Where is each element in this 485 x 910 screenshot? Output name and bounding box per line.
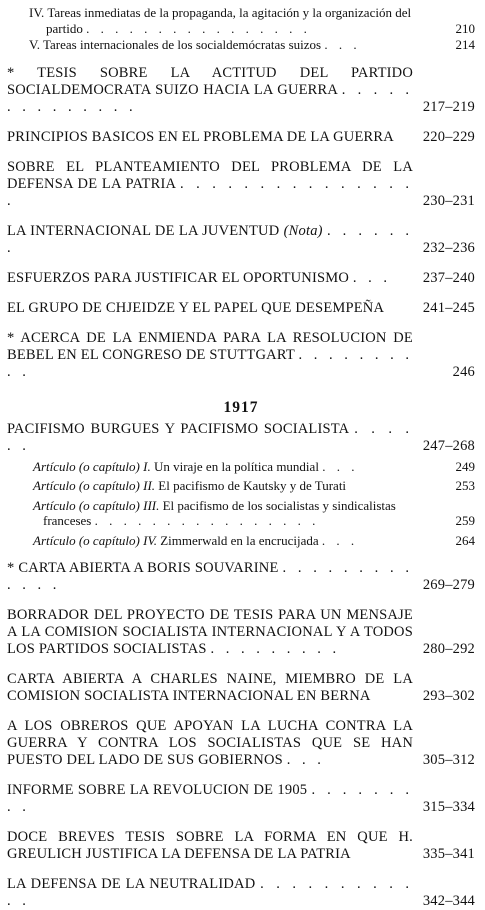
page-range: 246 — [452, 363, 475, 380]
toc-entry[interactable] — [7, 560, 475, 594]
toc-subentry[interactable] — [7, 478, 475, 494]
entry-title: CARTA ABIERTA A CHARLES NAINE, MIEMBRO DE LA COMISION SOCIALISTA INTERNACIONAL EN BERNA — [7, 671, 413, 704]
entry-title: PACIFISMO BURGUES Y PACIFISMO SOCIALISTA — [7, 420, 349, 437]
article-label: Artículo (o capítulo) II. — [33, 478, 156, 493]
page-number: 253 — [455, 478, 475, 493]
entry-title: * CARTA ABIERTA A BORIS SOUVARINE — [7, 560, 279, 576]
page-number: 259 — [455, 513, 475, 528]
dot-leader: . . . — [322, 458, 359, 474]
entry-title: * ACERCA DE LA ENMIENDA PARA LA RESOLUCION DE BEBEL EN EL CONGRESO DE STUTTGART — [7, 329, 413, 363]
toc-entry[interactable] — [7, 829, 475, 863]
toc-entry[interactable] — [7, 300, 475, 317]
dot-leader: . . . . . . . . . — [210, 641, 341, 657]
entry-title: SOBRE EL PLANTEAMIENTO DEL PROBLEMA DE LA DEFENSA DE LA PATRIA — [7, 158, 413, 192]
page-range: 280–292 — [422, 641, 475, 657]
page-range: 315–334 — [422, 799, 475, 815]
toc-entry[interactable] — [7, 330, 475, 381]
toc-entry[interactable] — [7, 65, 475, 116]
toc-entry[interactable] — [7, 782, 475, 816]
dot-leader: . . . . . . . . . — [7, 782, 414, 815]
dot-leader: . . . . . . — [7, 420, 414, 454]
dot-leader: . . . — [324, 37, 361, 52]
page-range: 293–302 — [422, 688, 475, 704]
entry-title: DOCE BREVES TESIS SOBRE LA FORMA EN QUE H. GREULICH JUSTIFICA LA DEFENSA DE LA PATRIA — [7, 829, 413, 862]
toc-entry[interactable] — [7, 607, 475, 658]
article-label: Artículo (o capítulo) III. — [33, 497, 160, 513]
entry-title: PRINCIPIOS BASICOS EN EL PROBLEMA DE LA GUERRA — [7, 128, 394, 145]
dot-leader: . . . . . . . . . . . . . . — [7, 81, 414, 115]
page-number: 264 — [455, 532, 475, 548]
toc-entry[interactable] — [7, 129, 475, 146]
toc-entry[interactable] — [7, 421, 475, 455]
toc-entry[interactable] — [7, 159, 475, 210]
page-range: 342–344 — [422, 893, 475, 909]
subentry-title: Tareas internacionales de los socialdemócratas suizos — [42, 37, 322, 52]
subentry-title: Un viraje en la política mundial — [153, 458, 319, 474]
toc-entry[interactable] — [7, 223, 475, 257]
page-range: 217–219 — [422, 98, 475, 115]
entry-title: A LOS OBREROS QUE APOYAN LA LUCHA CONTRA LA GUERRA Y CONTRA LOS SOCIALISTAS QUE SE HAN PUESTO DEL LADO DE SUS GOBIERNOS — [7, 718, 413, 768]
entry-title: LA INTERNACIONAL DE LA JUVENTUD — [7, 222, 280, 239]
toc-entry[interactable] — [7, 671, 475, 705]
subentry-title: Tareas inmediatas de la propaganda, la agitación y la organización del partido — [46, 5, 412, 36]
toc-entry[interactable] — [7, 270, 475, 287]
page-range: 220–229 — [422, 128, 475, 145]
page-range: 230–231 — [422, 192, 475, 209]
dot-leader: . . . . . . . — [7, 222, 414, 256]
entry-title: EL GRUPO DE CHJEIDZE Y EL PAPEL QUE DESEMPEÑA — [7, 299, 385, 316]
entry-title: INFORME SOBRE LA REVOLUCION DE 1905 — [7, 782, 308, 798]
article-label: Artículo (o capítulo) IV. — [33, 532, 157, 548]
entry-title: BORRADOR DEL PROYECTO DE TESIS PARA UN MENSAJE A LA COMISION SOCIALISTA INTERNACIONAL Y A TODOS LOS PARTIDOS SOCIALISTAS — [7, 607, 413, 657]
dot-leader: . . . . . . . . . . . . — [7, 876, 414, 909]
entry-title: LA DEFENSA DE LA NEUTRALIDAD — [7, 876, 256, 892]
article-label: Artículo (o capítulo) I. — [33, 458, 151, 474]
dot-leader: . . . . . . . . . . . . . . . . — [94, 513, 320, 528]
page-number: 214 — [455, 37, 475, 52]
toc-subentry[interactable] — [7, 533, 475, 549]
page-range: 305–312 — [422, 752, 475, 768]
page-range: 247–268 — [422, 437, 475, 454]
subentry-title: El pacifismo de Kautsky y de Turati — [158, 478, 347, 493]
page-number: 249 — [455, 458, 475, 474]
page-range: 237–240 — [422, 269, 475, 286]
entry-title: * TESIS SOBRE LA ACTITUD DEL PARTIDO SOCIALDEMOCRATA SUIZO HACIA LA GUERRA — [7, 64, 413, 98]
dot-leader: . . . . . . . . . . . . . . . . — [86, 20, 311, 36]
page-range: 241–245 — [422, 299, 475, 316]
dot-leader: . . . — [286, 752, 325, 768]
page-number: 210 — [455, 20, 475, 36]
toc-subentry[interactable] — [7, 37, 475, 53]
toc-subentry[interactable] — [7, 5, 475, 36]
toc-entry[interactable] — [7, 718, 475, 769]
toc-entry[interactable] — [7, 876, 475, 910]
toc-subentry[interactable] — [7, 459, 475, 475]
dot-leader: . . . — [352, 269, 391, 286]
toc-subentry[interactable] — [7, 498, 475, 529]
dot-leader: . . . — [321, 532, 359, 548]
year-heading: 1917 — [223, 398, 259, 416]
dot-leader: . . . . . . . . . . . . . — [7, 560, 413, 593]
page-range: 232–236 — [422, 239, 475, 256]
dot-leader: . . . . . . . . . . . . . . . . — [7, 175, 413, 209]
entry-note: (Nota) — [283, 222, 323, 239]
dot-leader: . . . . . . . . . . — [7, 346, 414, 380]
subentry-title: El pacifismo de los socialistas y sindicalistas franceses — [43, 497, 396, 528]
subentry-number: IV. — [29, 5, 45, 20]
subentry-number: V. — [29, 37, 40, 52]
subentry-title: Zimmerwald en la encrucijada — [160, 532, 319, 548]
page-range: 335–341 — [422, 846, 475, 862]
entry-title: ESFUERZOS PARA JUSTIFICAR EL OPORTUNISMO — [7, 269, 350, 286]
page-range: 269–279 — [422, 577, 475, 593]
